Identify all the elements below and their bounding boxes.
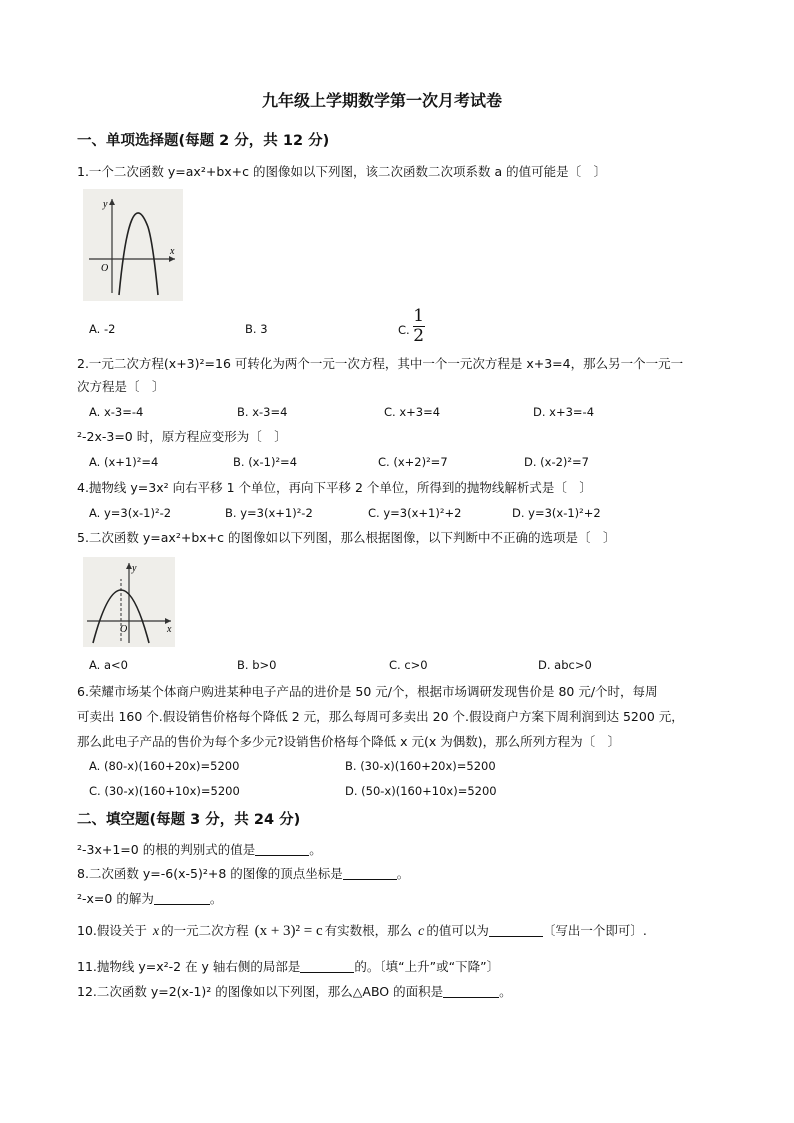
question-9-text: ²-x=0 的解为 bbox=[77, 891, 154, 906]
answer-blank-7[interactable] bbox=[255, 843, 309, 856]
question-12 bbox=[77, 983, 512, 1000]
question-8 bbox=[77, 865, 409, 882]
question-10-text-a: 10.假设关于 bbox=[77, 923, 147, 938]
answer-blank-11[interactable] bbox=[300, 960, 354, 973]
q4-option-a[interactable]: A. y=3(x-1)²-2 bbox=[89, 506, 172, 520]
question-11 bbox=[77, 958, 499, 975]
page-title: 九年级上学期数学第一次月考试卷 bbox=[262, 91, 503, 110]
answer-blank-10[interactable] bbox=[489, 924, 543, 937]
q2-option-c[interactable]: C. x+3=4 bbox=[384, 405, 441, 419]
question-4-stem: 4.抛物线 y=3x² 向右平移 1 个单位，再向下平移 2 个单位，所得到的抛物线解析式是〔 〕 bbox=[77, 480, 592, 495]
q1-option-b[interactable]: B. 3 bbox=[245, 322, 268, 336]
answer-blank-8[interactable] bbox=[343, 867, 397, 880]
question-6-stem-line2: 可卖出 160 个.假设销售价格每个降低 2 元，那么每周可多卖出 20 个.假设商户方案下周利润到达 5200 元， bbox=[77, 709, 684, 724]
q5-option-c[interactable]: C. c>0 bbox=[389, 658, 428, 672]
q2-option-d[interactable]: D. x+3=-4 bbox=[533, 405, 595, 419]
q3-option-b[interactable]: B. (x-1)²=4 bbox=[233, 455, 298, 469]
question-11-text: 11.抛物线 y=x²-2 在 y 轴右侧的局部是 bbox=[77, 959, 301, 974]
q6-option-d[interactable]: D. (50-x)(160+10x)=5200 bbox=[345, 784, 497, 798]
question-7 bbox=[77, 841, 322, 858]
q5-option-b[interactable]: B. b>0 bbox=[237, 658, 277, 672]
section-heading-choice: 一、单项选择题(每题 2 分，共 12 分) bbox=[77, 133, 330, 149]
question-6-stem-line1: 6.荣耀市场某个体商户购进某种电子产品的进价是 50 元/个，根据市场调研发现售价是 80 元/个时，每周 bbox=[77, 684, 658, 699]
parabola-graph-1 bbox=[83, 189, 183, 301]
answer-blank-9[interactable] bbox=[154, 892, 210, 905]
graph-x-label: x bbox=[167, 624, 172, 635]
question-7-end: 。 bbox=[309, 842, 322, 857]
question-8-end: 。 bbox=[396, 866, 410, 881]
q5-option-a[interactable]: A. a<0 bbox=[89, 658, 128, 672]
q4-option-b[interactable]: B. y=3(x+1)²-2 bbox=[225, 506, 313, 520]
graph-origin-label: O bbox=[101, 263, 109, 274]
question-12-text: 12.二次函数 y=2(x-1)² 的图像如以下列图，那么△ABO 的面积是 bbox=[77, 984, 444, 999]
q6-option-a[interactable]: A. (80-x)(160+20x)=5200 bbox=[89, 759, 240, 773]
graph-x-label: x bbox=[170, 246, 175, 257]
question-2-stem-line2: 次方程是〔 〕 bbox=[77, 379, 165, 394]
math-equation: (x + 3)² = c bbox=[254, 923, 323, 939]
graph-y-label: y bbox=[103, 199, 108, 210]
question-12-end: 。 bbox=[499, 984, 512, 999]
question-9 bbox=[77, 890, 222, 907]
q4-option-d[interactable]: D. y=3(x-1)²+2 bbox=[512, 506, 601, 520]
question-1-graph bbox=[83, 189, 183, 301]
question-10 bbox=[77, 922, 647, 940]
question-10-text-d: 的值可以为 bbox=[426, 923, 489, 938]
q2-option-b[interactable]: B. x-3=4 bbox=[237, 405, 288, 419]
question-5-graph bbox=[83, 557, 175, 647]
math-var-c: c bbox=[418, 924, 425, 939]
parabola-graph-5 bbox=[83, 557, 175, 647]
question-10-text-c: 有实数根，那么 bbox=[324, 923, 413, 938]
question-11-end: 的。〔填“上升”或“下降”〕 bbox=[354, 959, 500, 974]
question-1-stem: 1.一个二次函数 y=ax²+bx+c 的图像如以下列图，该二次函数二次项系数 a 的值可能是〔 〕 bbox=[77, 164, 607, 179]
q1-option-c-label: C. bbox=[398, 322, 410, 337]
question-7-text: ²-3x+1=0 的根的判别式的值是 bbox=[77, 842, 256, 857]
graph-origin-label: O bbox=[120, 624, 128, 635]
q3-option-d[interactable]: D. (x-2)²=7 bbox=[524, 455, 589, 469]
q4-option-c[interactable]: C. y=3(x+1)²+2 bbox=[368, 506, 462, 520]
q3-option-c[interactable]: C. (x+2)²=7 bbox=[378, 455, 448, 469]
fraction-one-half bbox=[413, 308, 425, 345]
math-var-x: x bbox=[152, 924, 160, 939]
question-6-stem-line3: 那么此电子产品的售价为每个多少元?设销售价格每个降低 x 元(x 为偶数)，那么所列方程为〔 〕 bbox=[77, 734, 621, 749]
question-9-end: 。 bbox=[209, 891, 223, 906]
answer-blank-12[interactable] bbox=[443, 985, 499, 998]
parabola-curve bbox=[119, 213, 158, 295]
q1-option-a[interactable]: A. -2 bbox=[89, 322, 116, 336]
question-2-stem-line1: 2.一元二次方程(x+3)²=16 可转化为两个一元一次方程，其中一个一元次方程是 x+3=4，那么另一个一元一 bbox=[77, 356, 684, 371]
question-5-stem: 5.二次函数 y=ax²+bx+c 的图像如以下列图，那么根据图像，以下判断中不正确的选项是〔 〕 bbox=[77, 530, 616, 545]
question-3-stem: ²-2x-3=0 时，原方程应变形为〔 〕 bbox=[77, 429, 287, 444]
y-axis-arrow-icon bbox=[109, 199, 115, 205]
q3-option-a[interactable]: A. (x+1)²=4 bbox=[89, 455, 159, 469]
q6-option-b[interactable]: B. (30-x)(160+20x)=5200 bbox=[345, 759, 496, 773]
fraction-numerator: 1 bbox=[413, 306, 425, 326]
question-10-end: 〔写出一个即可〕. bbox=[542, 923, 647, 938]
section-heading-fill-blank: 二、填空题(每题 3 分，共 24 分) bbox=[77, 812, 301, 828]
q2-option-a[interactable]: A. x-3=-4 bbox=[89, 405, 144, 419]
fraction-denominator: 2 bbox=[413, 326, 425, 346]
q5-option-d[interactable]: D. abc>0 bbox=[538, 658, 592, 672]
graph-y-label: y bbox=[132, 563, 137, 574]
q6-option-c[interactable]: C. (30-x)(160+10x)=5200 bbox=[89, 784, 240, 798]
question-10-text-b: 的一元二次方程 bbox=[161, 923, 249, 938]
q1-option-c[interactable] bbox=[398, 308, 425, 345]
question-8-text: 8.二次函数 y=-6(x-5)²+8 的图像的顶点坐标是 bbox=[77, 866, 343, 881]
